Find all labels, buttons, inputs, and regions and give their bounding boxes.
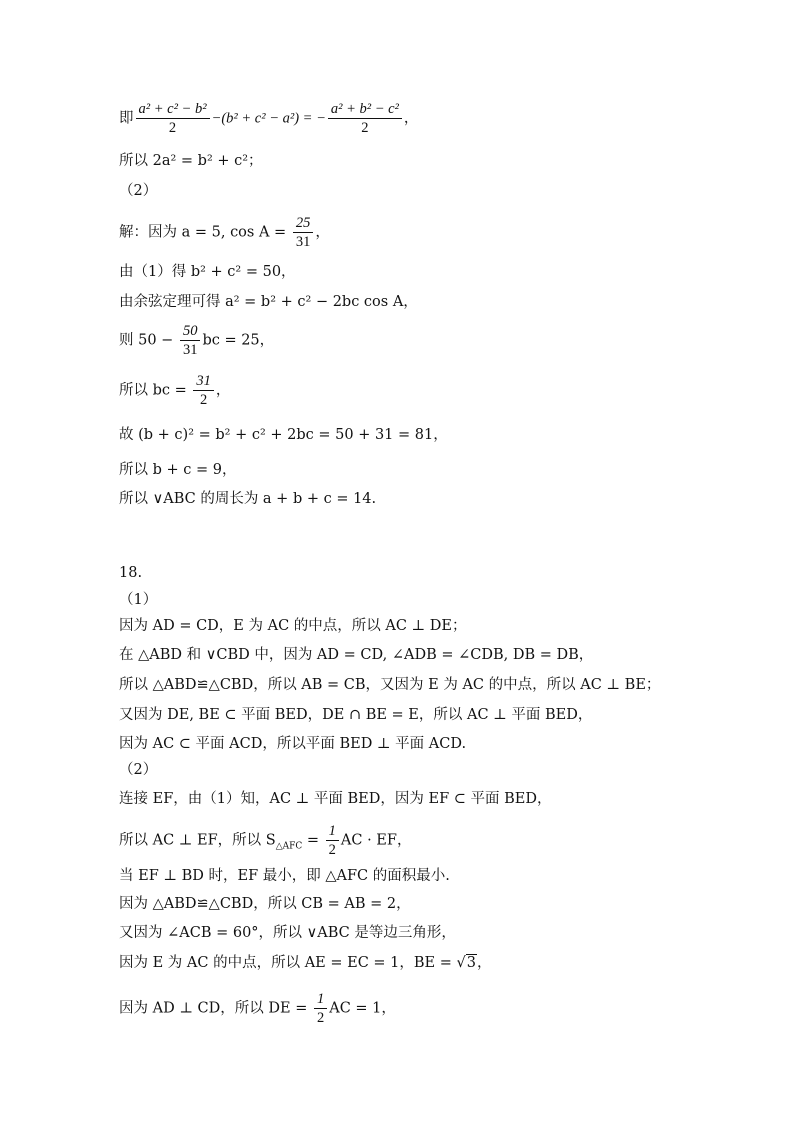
text: 因为 AD ⊥ CD，所以 DE = xyxy=(119,1000,312,1017)
solution-line-1 xyxy=(119,214,330,251)
proof-line-2: 在 △ABD 和 ∨CBD 中，因为 AD = CD, ∠ADB = ∠CDB, DB = DB， xyxy=(119,647,594,663)
fraction-denominator: 2 xyxy=(316,1010,325,1026)
fraction-numerator: a² + b² − c² xyxy=(328,100,402,119)
text: 因为 E 为 AC 的中点，所以 AE = EC = 1，BE = xyxy=(119,955,457,971)
fraction xyxy=(136,100,210,137)
fraction-numerator: a² + c² − b² xyxy=(136,100,210,119)
text: bc = 25， xyxy=(202,332,275,349)
proof-line-12 xyxy=(119,990,396,1027)
text: 解：因为 a = 5, cos A = xyxy=(119,224,291,241)
fraction-numerator: 25 xyxy=(293,214,314,233)
text: AC · EF， xyxy=(340,832,412,849)
fraction-denominator: 2 xyxy=(328,842,336,858)
punctuation: ， xyxy=(315,224,330,241)
proof-line-6: 连接 EF，由（1）知，AC ⊥ 平面 BED，因为 EF ⊂ 平面 BED， xyxy=(119,791,552,807)
fraction-denominator: 31 xyxy=(295,234,311,250)
punctuation: ， xyxy=(476,955,492,971)
proof-line-10: 又因为 ∠ACB = 60°，所以 ∨ABC 是等边三角形， xyxy=(119,925,456,941)
math-expression: −(b² + c² − a²) = − xyxy=(211,110,326,127)
text: 所以 bc = xyxy=(119,382,192,399)
fraction-denominator: 2 xyxy=(168,120,177,136)
fraction xyxy=(180,322,201,359)
fraction-numerator: 1 xyxy=(326,822,339,841)
text: 所以 AC ⊥ EF，所以 S xyxy=(119,832,276,849)
proof-line-9: 因为 △ABD≌△CBD，所以 CB = AB = 2， xyxy=(119,896,411,912)
fraction xyxy=(326,822,339,859)
text: AC = 1， xyxy=(329,1000,396,1017)
proof-line-11 xyxy=(119,953,491,973)
proof-line-1: 因为 AD = CD，E 为 AC 的中点，所以 AC ⊥ DE； xyxy=(119,618,467,634)
solution-line-6: 故 (b + c)² = b² + c² + 2bc = 50 + 31 = 81， xyxy=(119,427,448,443)
proof-line-7 xyxy=(119,822,411,859)
solution-line-2: 由（1）得 b² + c² = 50， xyxy=(119,264,296,280)
text-prefix: 即 xyxy=(119,110,134,127)
part-label: （2） xyxy=(119,762,158,778)
fraction-denominator: 2 xyxy=(361,120,369,136)
solution-line-3: 由余弦定理可得 a² = b² + c² − 2bc cos A， xyxy=(119,294,418,310)
derivation-line-1 xyxy=(119,100,418,137)
fraction-numerator: 1 xyxy=(314,990,327,1009)
fraction xyxy=(193,372,214,409)
fraction xyxy=(314,990,327,1027)
proof-line-4: 又因为 DE, BE ⊂ 平面 BED，DE ∩ BE = E，所以 AC ⊥ 平面 BED， xyxy=(119,707,593,723)
punctuation: ， xyxy=(215,382,231,399)
proof-line-5: 因为 AC ⊂ 平面 ACD，所以平面 BED ⊥ 平面 ACD. xyxy=(119,736,467,752)
fraction-denominator: 2 xyxy=(200,392,208,408)
part-label: （2） xyxy=(119,183,158,199)
punctuation: ， xyxy=(403,110,419,127)
derivation-line-2: 所以 2a² = b² + c²； xyxy=(119,153,263,169)
fraction xyxy=(328,100,402,137)
fraction xyxy=(293,214,314,251)
proof-line-8: 当 EF ⊥ BD 时，EF 最小，即 △AFC 的面积最小. xyxy=(119,868,450,884)
fraction-denominator: 31 xyxy=(182,342,198,358)
solution-line-8: 所以 ∨ABC 的周长为 a + b + c = 14. xyxy=(119,491,377,507)
solution-line-5 xyxy=(119,372,230,409)
text: = xyxy=(302,832,324,849)
fraction-numerator: 31 xyxy=(193,372,214,391)
question-number: 18. xyxy=(119,565,143,581)
text: 则 50 − xyxy=(119,332,178,349)
fraction-numerator: 50 xyxy=(180,322,201,341)
solution-line-4 xyxy=(119,322,274,359)
solution-line-7: 所以 b + c = 9， xyxy=(119,462,237,478)
sqrt-sign: √ xyxy=(456,955,466,971)
part-label: （1） xyxy=(119,592,158,608)
subscript: △AFC xyxy=(275,841,303,852)
sqrt-radicand: 3 xyxy=(466,955,476,971)
proof-line-3: 所以 △ABD≌△CBD，所以 AB = CB，又因为 E 为 AC 的中点，所以 AC ⊥ BE； xyxy=(119,677,661,693)
